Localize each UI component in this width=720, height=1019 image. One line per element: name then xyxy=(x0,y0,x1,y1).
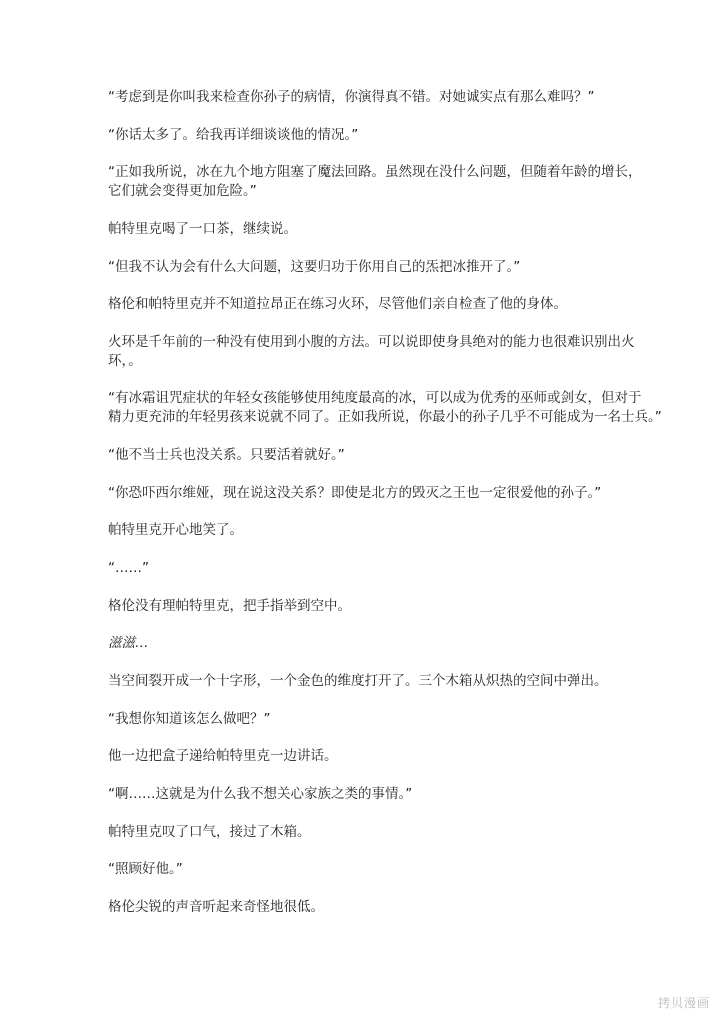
paragraph xyxy=(108,860,628,879)
text-line: 精力更充沛的年轻男孩来说就不同了。正如我所说，你最小的孙子几乎不可能成为一名士兵。” xyxy=(108,409,662,425)
text-line: “你话太多了。给我再详细谈谈他的情况。” xyxy=(108,127,359,143)
paragraph xyxy=(108,333,635,371)
watermark: 拷贝漫画 xyxy=(657,996,710,1010)
paragraph xyxy=(108,823,628,842)
text-line: 火环是千年前的一种没有使用到小腹的方法。可以说即使身具绝对的能力也很难识别出火 xyxy=(108,334,635,350)
paragraph xyxy=(108,126,628,145)
paragraph xyxy=(108,521,628,540)
paragraph xyxy=(108,559,628,578)
text-line: “啊……这就是为什么我不想关心家族之类的事情。” xyxy=(108,786,413,802)
paragraph xyxy=(108,484,628,503)
text-line: 帕特里克开心地笑了。 xyxy=(108,522,243,538)
text-line: 帕特里克叹了口气，接过了木箱。 xyxy=(108,824,311,840)
paragraph xyxy=(108,672,628,691)
text-line: “有冰霜诅咒症状的年轻女孩能够使用纯度最高的冰，可以成为优秀的巫师或剑女，但对于 xyxy=(108,390,642,406)
text-line: “我想你知道该怎么做吧？” xyxy=(108,711,271,727)
text-line: 他一边把盒子递给帕特里克一边讲话。 xyxy=(108,748,338,764)
paragraph xyxy=(108,258,628,277)
paragraph xyxy=(108,634,628,653)
text-line: 环，。 xyxy=(108,353,142,369)
paragraph xyxy=(108,747,628,766)
paragraph xyxy=(108,898,628,917)
text-line: “但我不认为会有什么大问题，这要归功于你用自己的炁把冰推开了。” xyxy=(108,259,521,275)
paragraph xyxy=(108,785,628,804)
text-line: “……” xyxy=(108,560,149,576)
text-line: 滋滋… xyxy=(108,635,149,651)
paragraph xyxy=(108,163,642,201)
paragraph xyxy=(108,597,628,616)
paragraph xyxy=(108,446,628,465)
text-line: 格伦尖锐的声音听起来奇怪地很低。 xyxy=(108,899,324,915)
text-line: 它们就会变得更加危险。” xyxy=(108,183,257,199)
text-line: 格伦和帕特里克并不知道拉昂正在练习火环，尽管他们亲自检查了他的身体。 xyxy=(108,296,567,312)
text-line: 格伦没有理帕特里克，把手指举到空中。 xyxy=(108,598,351,614)
paragraph xyxy=(108,710,628,729)
text-line: “正如我所说，冰在九个地方阻塞了魔法回路。虽然现在没什么问题，但随着年龄的增长， xyxy=(108,164,642,180)
text-line: “他不当士兵也没关系。只要活着就好。” xyxy=(108,447,345,463)
paragraph xyxy=(108,88,628,107)
paragraph xyxy=(108,389,662,427)
paragraph xyxy=(108,295,628,314)
text-line: “照顾好他。” xyxy=(108,861,183,877)
text-line: “你恐吓西尔维娅，现在说这没关系？即使是北方的毁灭之王也一定很爱他的孙子。” xyxy=(108,485,602,501)
text-line: 当空间裂开成一个十字形，一个金色的维度打开了。三个木箱从炽热的空间中弹出。 xyxy=(108,673,608,689)
text-line: “考虑到是你叫我来检查你孙子的病情，你演得真不错。对她诚实点有那么难吗？” xyxy=(108,89,595,105)
text-line: 帕特里克喝了一口茶，继续说。 xyxy=(108,221,297,237)
paragraph xyxy=(108,220,628,239)
